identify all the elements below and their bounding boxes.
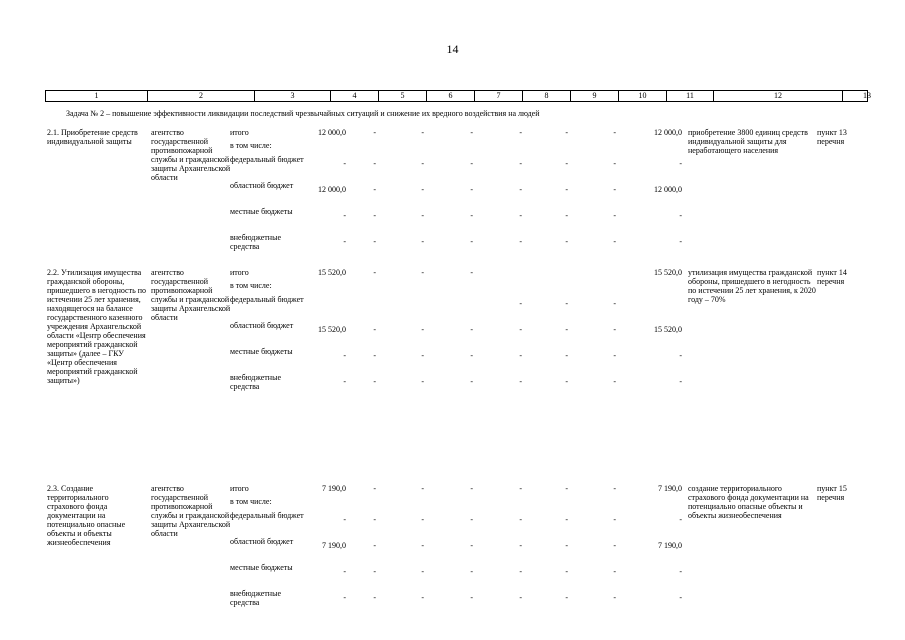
task-title: Задача № 2 – повышение эффективности ликвидации последствий чрезвычайных ситуаций и снижение их вредного воздействия на людей (66, 109, 540, 118)
funding-value: 12 000,0 (318, 185, 346, 194)
header-col-6: 6 (427, 91, 475, 101)
measure-link: пункт 14 перечня (817, 268, 847, 286)
funding-value: - (373, 351, 376, 360)
funding-value: - (519, 351, 522, 360)
funding-value: - (679, 593, 682, 602)
funding-value: - (565, 237, 568, 246)
measure-link: пункт 15 перечня (817, 484, 847, 502)
funding-value: - (613, 567, 616, 576)
funding-value: 12 000,0 (654, 185, 682, 194)
funding-value: - (470, 185, 473, 194)
funding-value: - (373, 541, 376, 550)
header-col-4: 4 (331, 91, 379, 101)
funding-value: - (421, 484, 424, 493)
funding-value: - (470, 211, 473, 220)
funding-value: - (343, 211, 346, 220)
funding-value: - (470, 377, 473, 386)
funding-source: федеральный бюджет (230, 295, 304, 304)
funding-value: - (421, 325, 424, 334)
funding-value: - (613, 515, 616, 524)
funding-value: - (565, 128, 568, 137)
header-col-11: 11 (667, 91, 714, 101)
header-col-8: 8 (523, 91, 571, 101)
measure-name: 2.2. Утилизация имущества гражданской обороны, пришедшего в негодность по истечении 25 лет хранения, находящегося на балансе государственного казенного учреждения Архангельской области «Центр обеспечения мероприятий гражданской защиты» (далее – ГКУ «Центр обеспечения мероприятий гражданской защиты») (47, 268, 147, 385)
funding-value: - (470, 567, 473, 576)
funding-value: - (470, 237, 473, 246)
funding-value: - (565, 593, 568, 602)
funding-source: внебюджетные средства (230, 373, 281, 391)
funding-value: 15 520,0 (654, 268, 682, 277)
funding-value: - (565, 185, 568, 194)
funding-value: - (373, 484, 376, 493)
funding-value: 7 190,0 (658, 484, 682, 493)
funding-value: - (613, 299, 616, 308)
measure-executor: агентство государственной противопожарной службы и гражданской защиты Архангельской области (151, 484, 231, 538)
funding-value: 7 190,0 (322, 541, 346, 550)
funding-value: - (343, 159, 346, 168)
funding-value: - (519, 159, 522, 168)
funding-value: - (470, 593, 473, 602)
funding-value: - (373, 237, 376, 246)
funding-value: 7 190,0 (322, 484, 346, 493)
header-col-13: 13 (863, 91, 871, 100)
funding-source: итого (230, 484, 249, 493)
funding-value: - (470, 268, 473, 277)
funding-value: - (343, 351, 346, 360)
funding-value: - (373, 268, 376, 277)
column-number-header (45, 90, 871, 102)
funding-value: - (565, 299, 568, 308)
measure-executor: агентство государственной противопожарной службы и гражданской защиты Архангельской области (151, 128, 231, 182)
funding-value: 12 000,0 (318, 128, 346, 137)
funding-value: - (421, 351, 424, 360)
funding-value: - (565, 325, 568, 334)
funding-value: - (613, 128, 616, 137)
funding-value: - (565, 515, 568, 524)
funding-value: - (679, 237, 682, 246)
funding-value: - (519, 377, 522, 386)
measure-link: пункт 13 перечня (817, 128, 847, 146)
funding-value: - (421, 128, 424, 137)
measure-executor: агентство государственной противопожарной службы и гражданской защиты Архангельской области (151, 268, 231, 322)
funding-value: - (373, 593, 376, 602)
funding-value: - (519, 515, 522, 524)
funding-value: 12 000,0 (654, 128, 682, 137)
funding-value: 7 190,0 (658, 541, 682, 550)
funding-source: местные бюджеты (230, 347, 293, 356)
funding-value: - (421, 377, 424, 386)
funding-value: - (519, 541, 522, 550)
funding-value: - (373, 567, 376, 576)
measure-name: 2.1. Приобретение средств индивидуальной защиты (47, 128, 138, 146)
funding-value: - (679, 515, 682, 524)
header-col-10: 10 (619, 91, 667, 101)
funding-value: - (679, 567, 682, 576)
funding-value: - (565, 211, 568, 220)
funding-value: - (421, 211, 424, 220)
funding-value: - (470, 515, 473, 524)
funding-value: - (613, 593, 616, 602)
measure-result: создание территориального страхового фонда документации на потенциально опасные объекты и объекты жизнеобеспечения (688, 484, 809, 520)
funding-value: - (519, 567, 522, 576)
header-col-1: 1 (46, 91, 148, 101)
funding-value: - (519, 484, 522, 493)
funding-source: местные бюджеты (230, 207, 293, 216)
header-col-2: 2 (148, 91, 255, 101)
funding-value: - (470, 484, 473, 493)
page-number: 14 (446, 42, 459, 56)
funding-value: 15 520,0 (654, 325, 682, 334)
header-col-12: 12 (714, 91, 843, 101)
funding-source: федеральный бюджет (230, 155, 304, 164)
funding-value: - (565, 541, 568, 550)
funding-source: в том числе: (230, 141, 272, 150)
funding-value: - (565, 351, 568, 360)
funding-value: - (565, 484, 568, 493)
funding-value: - (679, 377, 682, 386)
funding-value: - (519, 593, 522, 602)
funding-value: - (613, 237, 616, 246)
funding-value: - (373, 159, 376, 168)
funding-source: областной бюджет (230, 321, 294, 330)
funding-value: - (421, 185, 424, 194)
measure-result: приобретение 3800 единиц средств индивидуальной защиты для неработающего населения (688, 128, 808, 155)
funding-value: - (470, 541, 473, 550)
funding-source: федеральный бюджет (230, 511, 304, 520)
funding-value: - (421, 237, 424, 246)
funding-source: внебюджетные средства (230, 589, 281, 607)
funding-value: - (470, 325, 473, 334)
funding-value: - (519, 325, 522, 334)
funding-source: в том числе: (230, 497, 272, 506)
funding-value: - (565, 159, 568, 168)
funding-value: - (343, 593, 346, 602)
funding-value: - (519, 237, 522, 246)
funding-value: - (565, 377, 568, 386)
measure-result: утилизация имущества гражданской обороны, пришедшего в негодность по истечении 25 лет хранения, к 2020 году – 70% (688, 268, 816, 304)
funding-value: - (421, 541, 424, 550)
funding-value: - (470, 351, 473, 360)
funding-value: - (470, 159, 473, 168)
funding-source: внебюджетные средства (230, 233, 281, 251)
funding-source: местные бюджеты (230, 563, 293, 572)
funding-value: - (343, 237, 346, 246)
funding-value: - (421, 515, 424, 524)
funding-value: 15 520,0 (318, 325, 346, 334)
funding-value: - (421, 268, 424, 277)
funding-value: - (519, 128, 522, 137)
header-col-5: 5 (379, 91, 427, 101)
header-col-7: 7 (475, 91, 523, 101)
funding-value: - (343, 377, 346, 386)
funding-value: - (519, 185, 522, 194)
funding-value: - (343, 515, 346, 524)
funding-value: - (519, 211, 522, 220)
funding-value: - (613, 159, 616, 168)
funding-value: - (373, 515, 376, 524)
funding-value: - (421, 593, 424, 602)
funding-value: - (421, 567, 424, 576)
funding-value: - (613, 541, 616, 550)
funding-value: - (613, 377, 616, 386)
funding-value: - (373, 128, 376, 137)
header-col-9: 9 (571, 91, 619, 101)
funding-value: - (519, 299, 522, 308)
funding-value: - (373, 325, 376, 334)
funding-value: - (613, 211, 616, 220)
funding-value: - (613, 325, 616, 334)
funding-value: - (373, 377, 376, 386)
funding-value: - (470, 128, 473, 137)
measure-name: 2.3. Создание территориального страхового фонда документации на потенциально опасные объекты и объекты жизнеобеспечения (47, 484, 126, 547)
funding-value: - (679, 351, 682, 360)
funding-value: - (679, 159, 682, 168)
funding-source: в том числе: (230, 281, 272, 290)
funding-value: - (613, 185, 616, 194)
funding-value: - (613, 351, 616, 360)
funding-value: - (565, 567, 568, 576)
header-col-3: 3 (255, 91, 331, 101)
funding-source: областной бюджет (230, 181, 294, 190)
funding-value: - (373, 211, 376, 220)
funding-source: итого (230, 128, 249, 137)
funding-value: - (421, 159, 424, 168)
funding-value: - (373, 185, 376, 194)
funding-value: - (679, 211, 682, 220)
funding-source: итого (230, 268, 249, 277)
funding-value: 15 520,0 (318, 268, 346, 277)
funding-source: областной бюджет (230, 537, 294, 546)
funding-value: - (343, 567, 346, 576)
funding-value: - (613, 484, 616, 493)
